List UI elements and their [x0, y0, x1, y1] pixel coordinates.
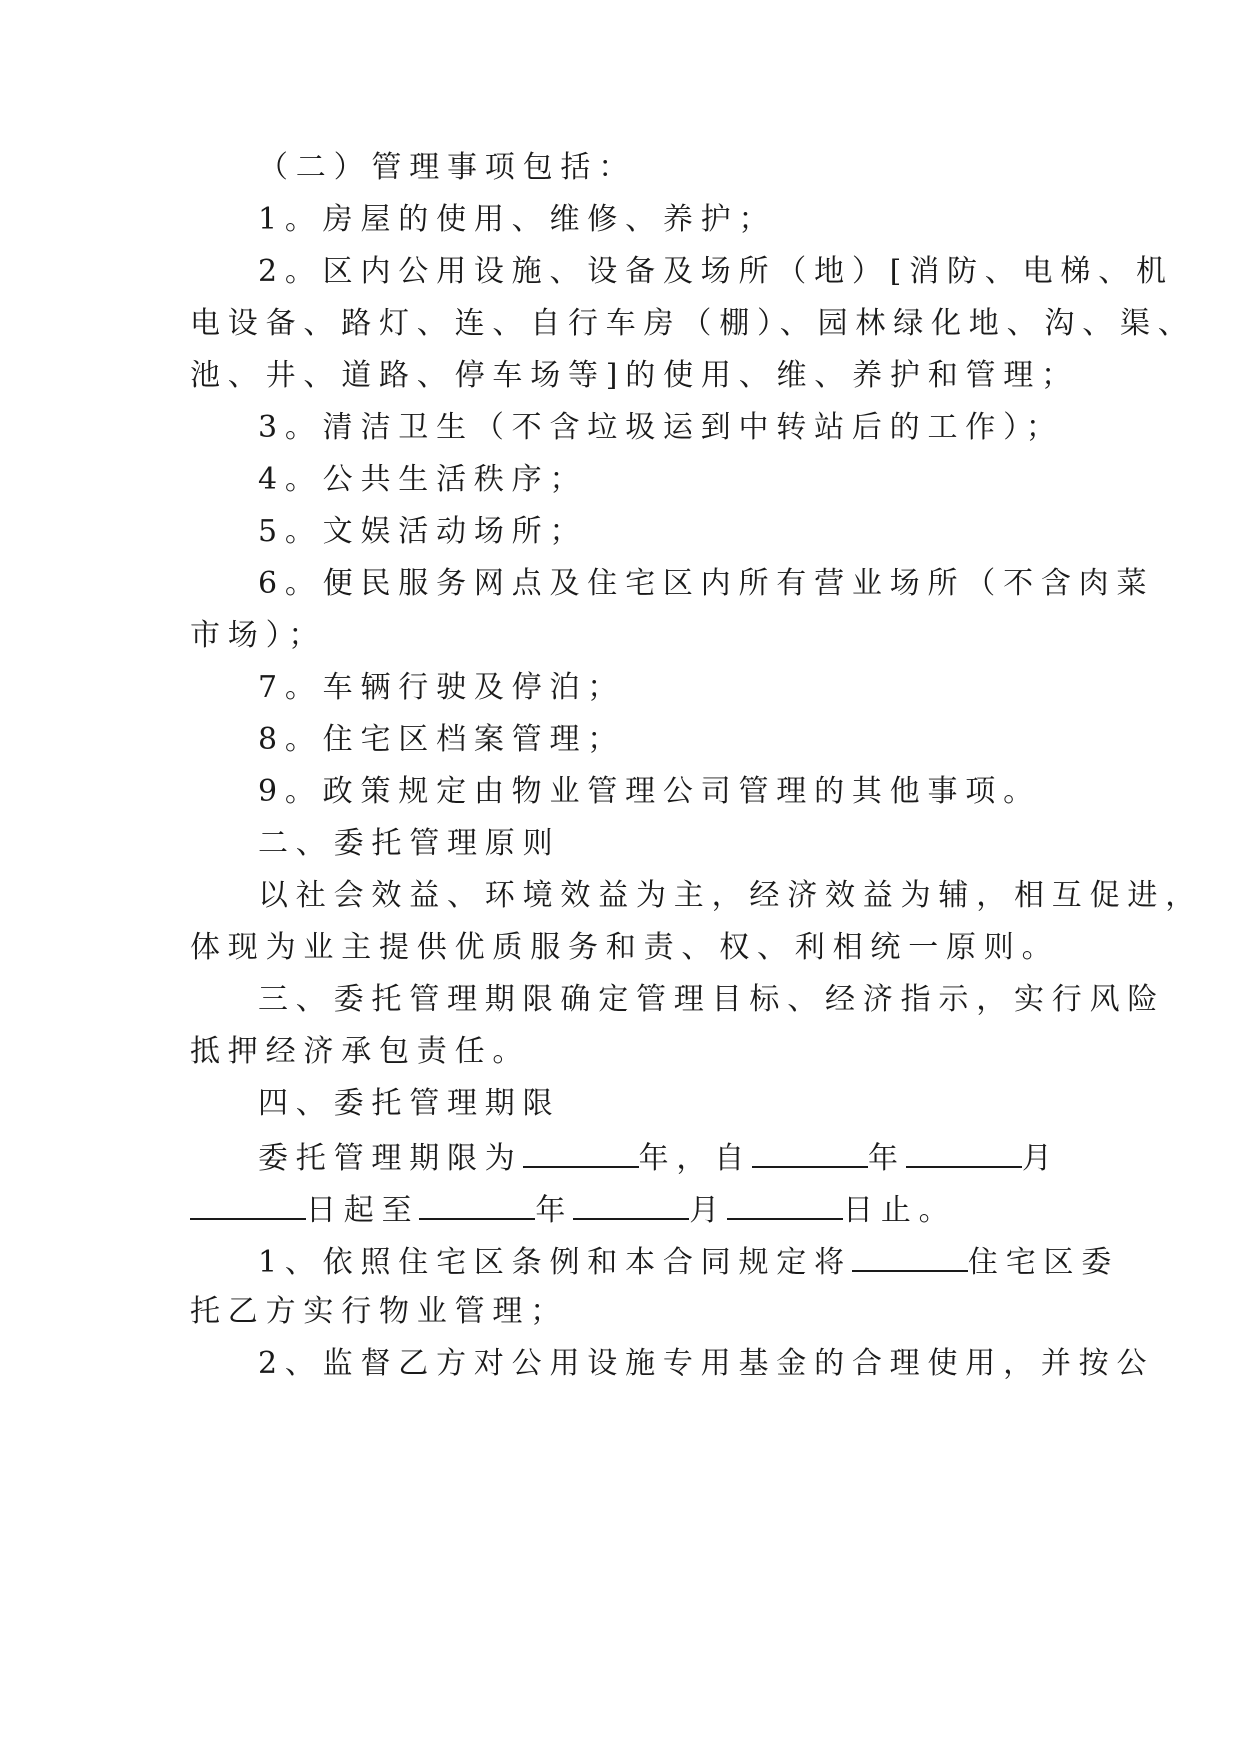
term-year-from: 年，自	[638, 1141, 753, 1176]
item-1: 1。房屋的使用、维修、养护；	[258, 202, 777, 237]
clause-1	[258, 1242, 1119, 1281]
item-3: 3。清洁卫生（不含垃圾运到中转站后的工作）；	[258, 410, 1064, 445]
clause-1-suffix: 住宅区委	[967, 1245, 1120, 1280]
term-years-blank	[523, 1138, 639, 1168]
end-month-blank	[573, 1190, 689, 1220]
end-year-blank	[419, 1190, 535, 1220]
item-7: 7。车辆行驶及停泊；	[258, 670, 626, 705]
term-prefix: 委托管理期限为	[258, 1141, 523, 1176]
clause-1-cont: 托乙方实行物业管理；	[190, 1294, 568, 1329]
start-day-blank	[190, 1190, 306, 1220]
start-month-label: 月	[1021, 1141, 1060, 1176]
start-year-blank	[752, 1138, 868, 1168]
term-line-2	[190, 1190, 956, 1229]
end-year-label: 年	[535, 1193, 574, 1228]
term-line	[258, 1138, 1060, 1177]
item-4: 4。公共生活秩序；	[258, 462, 588, 497]
item-2-cont-1: 电设备、路灯、连、自行车房（棚）、园林绿化地、沟、渠、	[190, 306, 1196, 341]
start-day-label: 日起至	[306, 1193, 420, 1228]
item-6: 6。便民服务网点及住宅区内所有营业场所（不含肉菜	[258, 566, 1155, 601]
residential-area-blank	[852, 1242, 968, 1272]
item-5: 5。文娱活动场所；	[258, 514, 588, 549]
item-2: 2。区内公用设施、设备及场所（地）[消防、电梯、机	[258, 254, 1174, 289]
heading-management-items: （二）管理事项包括：	[258, 150, 636, 185]
section-2-body-cont: 体现为业主提供优质服务和责、权、利相统一原则。	[190, 930, 1060, 965]
section-3-heading: 三、委托管理期限确定管理目标、经济指示，实行风险	[258, 982, 1166, 1017]
end-day-label: 日止。	[843, 1193, 957, 1228]
end-day-blank	[727, 1190, 843, 1220]
start-month-blank	[906, 1138, 1022, 1168]
section-2-body: 以社会效益、环境效益为主，经济效益为辅，相互促进，	[258, 878, 1203, 913]
section-2-heading: 二、委托管理原则	[258, 826, 561, 861]
item-8: 8。住宅区档案管理；	[258, 722, 626, 757]
section-4-heading: 四、委托管理期限	[258, 1086, 561, 1121]
item-2-cont-2: 池、井、道路、停车场等]的使用、维、养护和管理；	[190, 358, 1079, 393]
item-9: 9。政策规定由物业管理公司管理的其他事项。	[258, 774, 1041, 809]
end-month-label: 月	[689, 1193, 728, 1228]
clause-1-prefix: 1、依照住宅区条例和本合同规定将	[258, 1245, 852, 1280]
start-year-label: 年	[868, 1141, 906, 1176]
item-6-cont: 市场）；	[190, 618, 327, 653]
section-3-heading-cont: 抵押经济承包责任。	[190, 1034, 531, 1069]
clause-2: 2、监督乙方对公用设施专用基金的合理使用，并按公	[258, 1346, 1155, 1381]
